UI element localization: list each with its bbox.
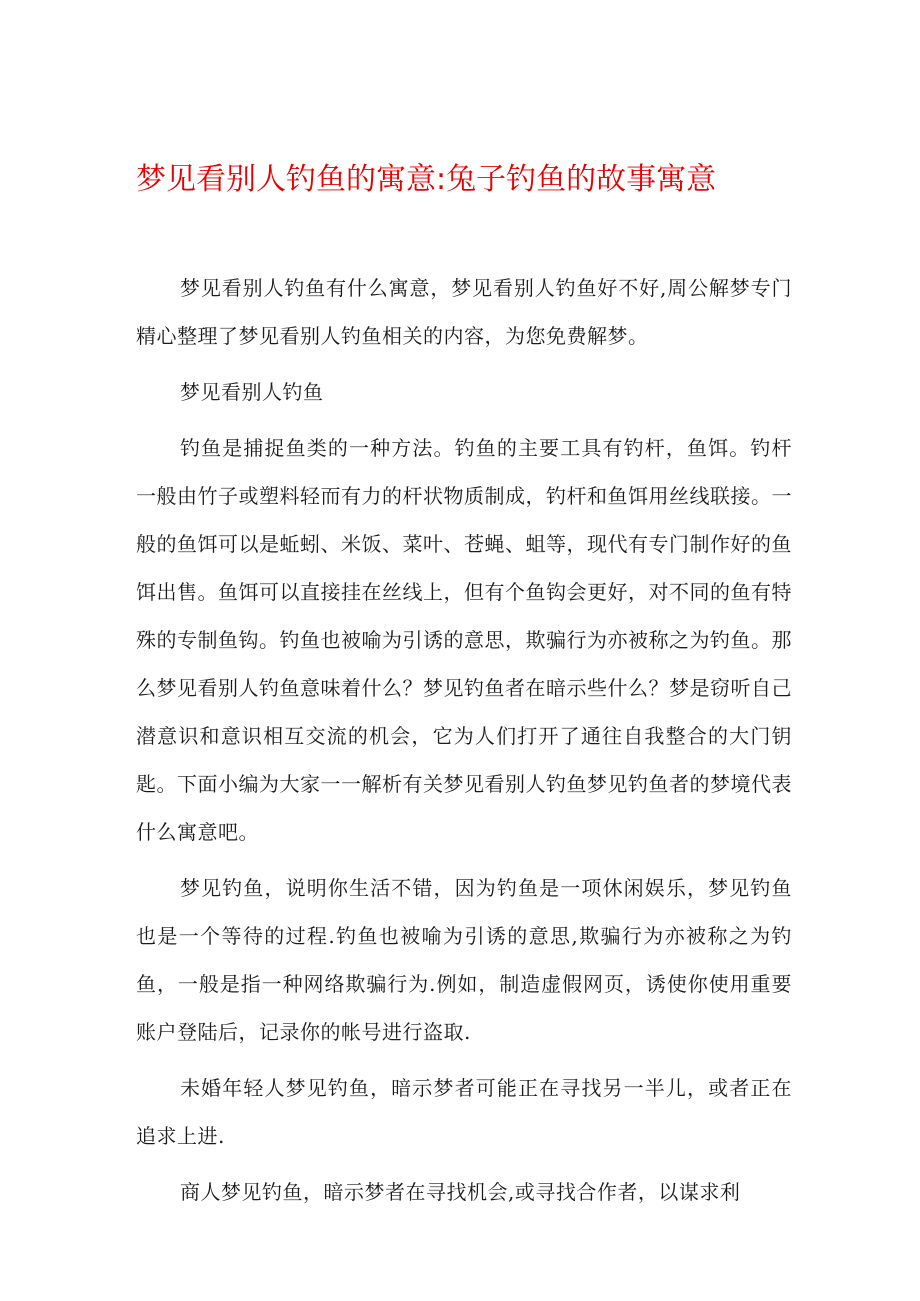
document-body	[136, 264, 792, 1216]
paragraph-merchant: 商人梦见钓鱼，暗示梦者在寻找机会,或寻找合作者，以谋求利	[180, 1180, 741, 1204]
paragraph-unmarried: 未婚年轻人梦见钓鱼，暗示梦者可能正在寻找另一半儿，或者正在追求上进.	[136, 1076, 792, 1148]
document-title: 梦见看别人钓鱼的寓意:兔子钓鱼的故事寓意	[136, 162, 717, 197]
paragraph-fishing-description: 钓鱼是捕捉鱼类的一种方法。钓鱼的主要工具有钓杆，鱼饵。钓杆一般由竹子或塑料轻而有力的杆状物质制成，钓杆和鱼饵用丝线联接。一般的鱼饵可以是蚯蚓、米饭、菜叶、苍蝇、蛆等，现代有专门制作好的鱼饵出售。鱼饵可以直接挂在丝线上，但有个鱼钩会更好，对不同的鱼有特殊的专制鱼钩。钓鱼也被喻为引诱的意思，欺骗行为亦被称之为钓鱼。那么梦见看别人钓鱼意味着什么？梦见钓鱼者在暗示些什么？梦是窃听自己潜意识和意识相互交流的机会，它为人们打开了通往自我整合的大门钥匙。下面小编为大家一一解析有关梦见看别人钓鱼梦见钓鱼者的梦境代表什么寓意吧。	[136, 436, 792, 844]
paragraph-subheading: 梦见看别人钓鱼	[180, 380, 324, 404]
paragraph-intro: 梦见看别人钓鱼有什么寓意，梦见看别人钓鱼好不好,周公解梦专门精心整理了梦见看别人钓鱼相关的内容，为您免费解梦。	[136, 276, 792, 348]
paragraph-dream-fishing: 梦见钓鱼，说明你生活不错，因为钓鱼是一项休闲娱乐，梦见钓鱼也是一个等待的过程.钓鱼也被喻为引诱的意思,欺骗行为亦被称之为钓鱼，一般是指一种网络欺骗行为.例如，制造虚假网页，诱使你使用重要账户登陆后，记录你的帐号进行盗取.	[136, 876, 792, 1044]
